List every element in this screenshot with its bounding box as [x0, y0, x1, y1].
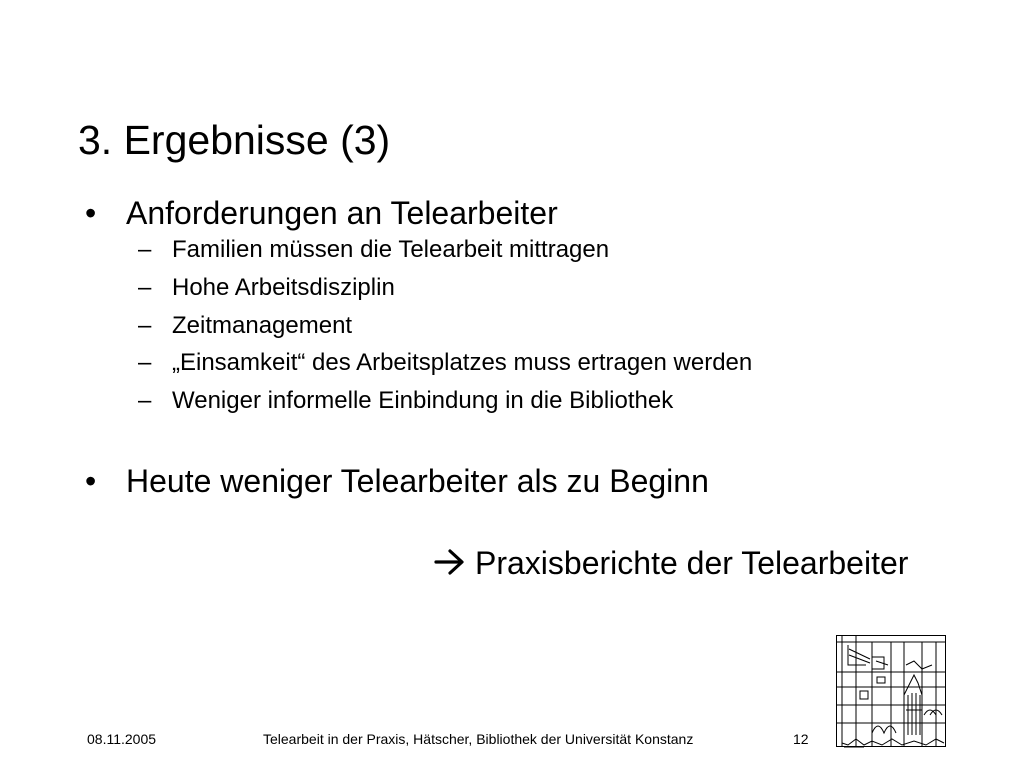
- dash-marker: –: [138, 349, 152, 376]
- bullet-text: Heute weniger Telearbeiter als zu Beginn: [126, 463, 709, 499]
- dash-marker: –: [138, 274, 152, 301]
- bullet-text: Anforderungen an Telearbeiter: [126, 195, 558, 231]
- sub-bullet-text: Hohe Arbeitsdisziplin: [172, 274, 395, 301]
- sub-bullet-text: Weniger informelle Einbindung in die Bibliothek: [172, 387, 674, 414]
- arrow-right-icon: [433, 547, 467, 577]
- reference-text: Praxisberichte der Telearbeiter: [475, 545, 909, 581]
- bullet-marker: •: [85, 463, 97, 499]
- sub-bullet-text: „Einsamkeit“ des Arbeitsplatzes muss ertragen werden: [172, 349, 753, 376]
- university-konstanz-logo-icon: [836, 635, 946, 748]
- footer-page-number: 12: [793, 731, 809, 747]
- dash-marker: –: [138, 387, 152, 414]
- footer-center-text: Telearbeit in der Praxis, Hätscher, Bibliothek der Universität Konstanz: [263, 731, 694, 747]
- sub-bullet-text: Zeitmanagement: [172, 312, 353, 339]
- footer-date: 08.11.2005: [87, 731, 157, 747]
- dash-marker: –: [138, 312, 152, 339]
- dash-marker: –: [138, 236, 152, 263]
- bullet-marker: •: [85, 195, 97, 231]
- reference-line: [433, 542, 908, 584]
- sub-bullet-text: Familien müssen die Telearbeit mittragen: [172, 236, 610, 263]
- slide-title: 3. Ergebnisse (3): [78, 117, 391, 163]
